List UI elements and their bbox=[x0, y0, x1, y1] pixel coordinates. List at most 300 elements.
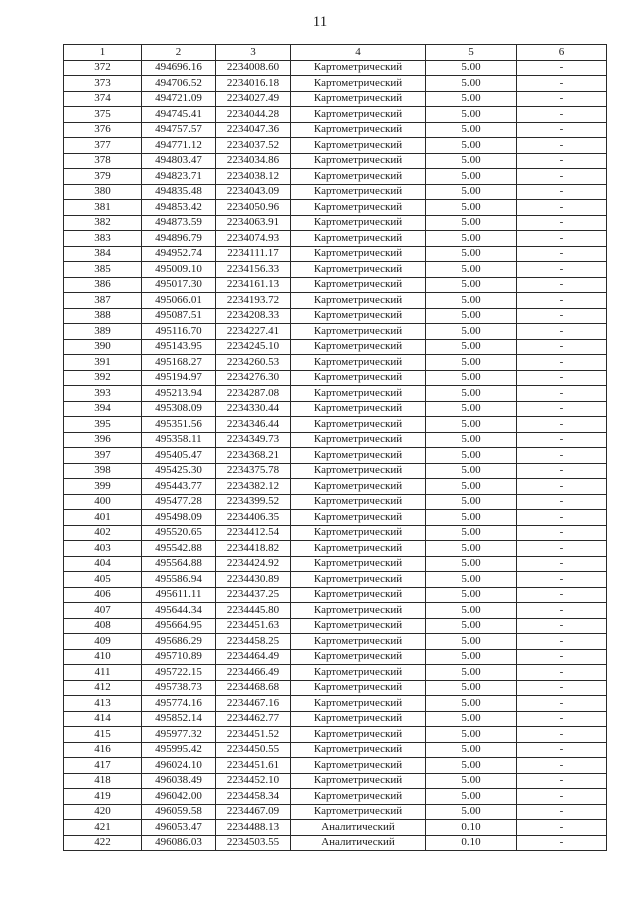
note-cell: - bbox=[517, 308, 607, 324]
note-cell: - bbox=[517, 184, 607, 200]
note-cell: - bbox=[517, 789, 607, 805]
x-coordinate-cell: 495425.30 bbox=[142, 463, 216, 479]
method-cell: Картометрический bbox=[291, 277, 426, 293]
x-coordinate-cell: 494873.59 bbox=[142, 215, 216, 231]
accuracy-cell: 5.00 bbox=[426, 525, 517, 541]
y-coordinate-cell: 2234043.09 bbox=[216, 184, 291, 200]
y-coordinate-cell: 2234044.28 bbox=[216, 107, 291, 123]
column-header-2: 2 bbox=[142, 45, 216, 61]
method-cell: Картометрический bbox=[291, 246, 426, 262]
y-coordinate-cell: 2234466.49 bbox=[216, 665, 291, 681]
method-cell: Картометрический bbox=[291, 432, 426, 448]
note-cell: - bbox=[517, 138, 607, 154]
method-cell: Картометрический bbox=[291, 463, 426, 479]
note-cell: - bbox=[517, 479, 607, 495]
y-coordinate-cell: 2234047.36 bbox=[216, 122, 291, 138]
method-cell: Картометрический bbox=[291, 370, 426, 386]
method-cell: Картометрический bbox=[291, 293, 426, 309]
method-cell: Картометрический bbox=[291, 231, 426, 247]
x-coordinate-cell: 495087.51 bbox=[142, 308, 216, 324]
point-number-cell: 375 bbox=[64, 107, 142, 123]
accuracy-cell: 5.00 bbox=[426, 665, 517, 681]
point-number-cell: 407 bbox=[64, 603, 142, 619]
accuracy-cell: 5.00 bbox=[426, 758, 517, 774]
table-row bbox=[64, 122, 607, 138]
y-coordinate-cell: 2234161.13 bbox=[216, 277, 291, 293]
method-cell: Картометрический bbox=[291, 184, 426, 200]
method-cell: Картометрический bbox=[291, 448, 426, 464]
x-coordinate-cell: 495520.65 bbox=[142, 525, 216, 541]
method-cell: Картометрический bbox=[291, 417, 426, 433]
x-coordinate-cell: 495168.27 bbox=[142, 355, 216, 371]
x-coordinate-cell: 495405.47 bbox=[142, 448, 216, 464]
note-cell: - bbox=[517, 231, 607, 247]
point-number-cell: 408 bbox=[64, 618, 142, 634]
table-row bbox=[64, 231, 607, 247]
point-number-cell: 410 bbox=[64, 649, 142, 665]
note-cell: - bbox=[517, 432, 607, 448]
accuracy-cell: 5.00 bbox=[426, 587, 517, 603]
note-cell: - bbox=[517, 200, 607, 216]
note-cell: - bbox=[517, 556, 607, 572]
point-number-cell: 395 bbox=[64, 417, 142, 433]
method-cell: Картометрический bbox=[291, 494, 426, 510]
table-row bbox=[64, 463, 607, 479]
point-number-cell: 392 bbox=[64, 370, 142, 386]
point-number-cell: 401 bbox=[64, 510, 142, 526]
table-row bbox=[64, 91, 607, 107]
y-coordinate-cell: 2234193.72 bbox=[216, 293, 291, 309]
method-cell: Аналитический bbox=[291, 820, 426, 836]
table-row bbox=[64, 479, 607, 495]
point-number-cell: 415 bbox=[64, 727, 142, 743]
accuracy-cell: 5.00 bbox=[426, 370, 517, 386]
y-coordinate-cell: 2234467.16 bbox=[216, 696, 291, 712]
x-coordinate-cell: 496086.03 bbox=[142, 835, 216, 851]
page-number: 11 bbox=[312, 14, 328, 30]
note-cell: - bbox=[517, 386, 607, 402]
x-coordinate-cell: 495308.09 bbox=[142, 401, 216, 417]
point-number-cell: 383 bbox=[64, 231, 142, 247]
accuracy-cell: 5.00 bbox=[426, 479, 517, 495]
table-row bbox=[64, 541, 607, 557]
y-coordinate-cell: 2234418.82 bbox=[216, 541, 291, 557]
accuracy-cell: 0.10 bbox=[426, 835, 517, 851]
accuracy-cell: 5.00 bbox=[426, 510, 517, 526]
note-cell: - bbox=[517, 246, 607, 262]
y-coordinate-cell: 2234050.96 bbox=[216, 200, 291, 216]
point-number-cell: 411 bbox=[64, 665, 142, 681]
x-coordinate-cell: 494757.57 bbox=[142, 122, 216, 138]
x-coordinate-cell: 495498.09 bbox=[142, 510, 216, 526]
point-number-cell: 402 bbox=[64, 525, 142, 541]
x-coordinate-cell: 495738.73 bbox=[142, 680, 216, 696]
note-cell: - bbox=[517, 742, 607, 758]
accuracy-cell: 5.00 bbox=[426, 169, 517, 185]
point-number-cell: 399 bbox=[64, 479, 142, 495]
y-coordinate-cell: 2234074.93 bbox=[216, 231, 291, 247]
x-coordinate-cell: 495564.88 bbox=[142, 556, 216, 572]
note-cell: - bbox=[517, 804, 607, 820]
point-number-cell: 374 bbox=[64, 91, 142, 107]
table-row bbox=[64, 386, 607, 402]
note-cell: - bbox=[517, 665, 607, 681]
y-coordinate-cell: 2234063.91 bbox=[216, 215, 291, 231]
table-row bbox=[64, 401, 607, 417]
point-number-cell: 386 bbox=[64, 277, 142, 293]
table-row bbox=[64, 696, 607, 712]
point-number-cell: 397 bbox=[64, 448, 142, 464]
method-cell: Картометрический bbox=[291, 603, 426, 619]
note-cell: - bbox=[517, 820, 607, 836]
note-cell: - bbox=[517, 525, 607, 541]
x-coordinate-cell: 494771.12 bbox=[142, 138, 216, 154]
note-cell: - bbox=[517, 122, 607, 138]
table-body bbox=[64, 60, 607, 851]
note-cell: - bbox=[517, 835, 607, 851]
table-row bbox=[64, 649, 607, 665]
method-cell: Картометрический bbox=[291, 618, 426, 634]
table-row bbox=[64, 184, 607, 200]
y-coordinate-cell: 2234412.54 bbox=[216, 525, 291, 541]
accuracy-cell: 5.00 bbox=[426, 246, 517, 262]
method-cell: Картометрический bbox=[291, 727, 426, 743]
table-row bbox=[64, 262, 607, 278]
x-coordinate-cell: 495722.15 bbox=[142, 665, 216, 681]
x-coordinate-cell: 495143.95 bbox=[142, 339, 216, 355]
y-coordinate-cell: 2234468.68 bbox=[216, 680, 291, 696]
point-number-cell: 373 bbox=[64, 76, 142, 92]
y-coordinate-cell: 2234462.77 bbox=[216, 711, 291, 727]
table-row bbox=[64, 835, 607, 851]
accuracy-cell: 5.00 bbox=[426, 773, 517, 789]
point-number-cell: 387 bbox=[64, 293, 142, 309]
accuracy-cell: 5.00 bbox=[426, 76, 517, 92]
x-coordinate-cell: 494853.42 bbox=[142, 200, 216, 216]
accuracy-cell: 5.00 bbox=[426, 308, 517, 324]
method-cell: Картометрический bbox=[291, 401, 426, 417]
x-coordinate-cell: 495443.77 bbox=[142, 479, 216, 495]
accuracy-cell: 0.10 bbox=[426, 820, 517, 836]
y-coordinate-cell: 2234027.49 bbox=[216, 91, 291, 107]
point-number-cell: 372 bbox=[64, 60, 142, 76]
method-cell: Картометрический bbox=[291, 262, 426, 278]
point-number-cell: 393 bbox=[64, 386, 142, 402]
point-number-cell: 381 bbox=[64, 200, 142, 216]
method-cell: Картометрический bbox=[291, 76, 426, 92]
method-cell: Аналитический bbox=[291, 835, 426, 851]
accuracy-cell: 5.00 bbox=[426, 696, 517, 712]
accuracy-cell: 5.00 bbox=[426, 60, 517, 76]
note-cell: - bbox=[517, 76, 607, 92]
note-cell: - bbox=[517, 634, 607, 650]
point-number-cell: 403 bbox=[64, 541, 142, 557]
y-coordinate-cell: 2234008.60 bbox=[216, 60, 291, 76]
point-number-cell: 412 bbox=[64, 680, 142, 696]
note-cell: - bbox=[517, 169, 607, 185]
accuracy-cell: 5.00 bbox=[426, 215, 517, 231]
y-coordinate-cell: 2234430.89 bbox=[216, 572, 291, 588]
accuracy-cell: 5.00 bbox=[426, 603, 517, 619]
accuracy-cell: 5.00 bbox=[426, 572, 517, 588]
point-number-cell: 379 bbox=[64, 169, 142, 185]
accuracy-cell: 5.00 bbox=[426, 634, 517, 650]
table-row bbox=[64, 60, 607, 76]
table-row bbox=[64, 200, 607, 216]
table-row bbox=[64, 153, 607, 169]
column-header-4: 4 bbox=[291, 45, 426, 61]
accuracy-cell: 5.00 bbox=[426, 184, 517, 200]
method-cell: Картометрический bbox=[291, 649, 426, 665]
point-number-cell: 405 bbox=[64, 572, 142, 588]
table-row bbox=[64, 308, 607, 324]
accuracy-cell: 5.00 bbox=[426, 649, 517, 665]
table-row bbox=[64, 556, 607, 572]
accuracy-cell: 5.00 bbox=[426, 463, 517, 479]
y-coordinate-cell: 2234038.12 bbox=[216, 169, 291, 185]
method-cell: Картометрический bbox=[291, 789, 426, 805]
table-row bbox=[64, 277, 607, 293]
point-number-cell: 376 bbox=[64, 122, 142, 138]
y-coordinate-cell: 2234260.53 bbox=[216, 355, 291, 371]
point-number-cell: 419 bbox=[64, 789, 142, 805]
accuracy-cell: 5.00 bbox=[426, 804, 517, 820]
x-coordinate-cell: 495611.11 bbox=[142, 587, 216, 603]
point-number-cell: 406 bbox=[64, 587, 142, 603]
x-coordinate-cell: 495358.11 bbox=[142, 432, 216, 448]
accuracy-cell: 5.00 bbox=[426, 494, 517, 510]
accuracy-cell: 5.00 bbox=[426, 262, 517, 278]
note-cell: - bbox=[517, 417, 607, 433]
note-cell: - bbox=[517, 463, 607, 479]
method-cell: Картометрический bbox=[291, 355, 426, 371]
note-cell: - bbox=[517, 277, 607, 293]
method-cell: Картометрический bbox=[291, 541, 426, 557]
x-coordinate-cell: 495686.29 bbox=[142, 634, 216, 650]
y-coordinate-cell: 2234458.25 bbox=[216, 634, 291, 650]
x-coordinate-cell: 495586.94 bbox=[142, 572, 216, 588]
note-cell: - bbox=[517, 510, 607, 526]
point-number-cell: 378 bbox=[64, 153, 142, 169]
y-coordinate-cell: 2234034.86 bbox=[216, 153, 291, 169]
method-cell: Картометрический bbox=[291, 556, 426, 572]
accuracy-cell: 5.00 bbox=[426, 324, 517, 340]
y-coordinate-cell: 2234016.18 bbox=[216, 76, 291, 92]
table-row bbox=[64, 742, 607, 758]
table-row bbox=[64, 432, 607, 448]
x-coordinate-cell: 495664.95 bbox=[142, 618, 216, 634]
accuracy-cell: 5.00 bbox=[426, 417, 517, 433]
method-cell: Картометрический bbox=[291, 773, 426, 789]
accuracy-cell: 5.00 bbox=[426, 401, 517, 417]
x-coordinate-cell: 495644.34 bbox=[142, 603, 216, 619]
y-coordinate-cell: 2234488.13 bbox=[216, 820, 291, 836]
point-number-cell: 414 bbox=[64, 711, 142, 727]
x-coordinate-cell: 496053.47 bbox=[142, 820, 216, 836]
point-number-cell: 384 bbox=[64, 246, 142, 262]
y-coordinate-cell: 2234399.52 bbox=[216, 494, 291, 510]
table-row bbox=[64, 634, 607, 650]
point-number-cell: 422 bbox=[64, 835, 142, 851]
note-cell: - bbox=[517, 401, 607, 417]
accuracy-cell: 5.00 bbox=[426, 107, 517, 123]
point-number-cell: 396 bbox=[64, 432, 142, 448]
point-number-cell: 394 bbox=[64, 401, 142, 417]
table-row bbox=[64, 618, 607, 634]
note-cell: - bbox=[517, 618, 607, 634]
method-cell: Картометрический bbox=[291, 386, 426, 402]
table-row bbox=[64, 107, 607, 123]
y-coordinate-cell: 2234424.92 bbox=[216, 556, 291, 572]
table-row bbox=[64, 76, 607, 92]
column-header-5: 5 bbox=[426, 45, 517, 61]
method-cell: Картометрический bbox=[291, 510, 426, 526]
table-row bbox=[64, 680, 607, 696]
x-coordinate-cell: 494896.79 bbox=[142, 231, 216, 247]
point-number-cell: 391 bbox=[64, 355, 142, 371]
note-cell: - bbox=[517, 370, 607, 386]
note-cell: - bbox=[517, 494, 607, 510]
accuracy-cell: 5.00 bbox=[426, 355, 517, 371]
accuracy-cell: 5.00 bbox=[426, 727, 517, 743]
note-cell: - bbox=[517, 60, 607, 76]
x-coordinate-cell: 495774.16 bbox=[142, 696, 216, 712]
point-number-cell: 416 bbox=[64, 742, 142, 758]
note-cell: - bbox=[517, 773, 607, 789]
y-coordinate-cell: 2234037.52 bbox=[216, 138, 291, 154]
y-coordinate-cell: 2234503.55 bbox=[216, 835, 291, 851]
point-number-cell: 404 bbox=[64, 556, 142, 572]
point-number-cell: 377 bbox=[64, 138, 142, 154]
note-cell: - bbox=[517, 696, 607, 712]
note-cell: - bbox=[517, 711, 607, 727]
point-number-cell: 389 bbox=[64, 324, 142, 340]
method-cell: Картометрический bbox=[291, 60, 426, 76]
accuracy-cell: 5.00 bbox=[426, 789, 517, 805]
y-coordinate-cell: 2234445.80 bbox=[216, 603, 291, 619]
note-cell: - bbox=[517, 324, 607, 340]
point-number-cell: 398 bbox=[64, 463, 142, 479]
x-coordinate-cell: 494745.41 bbox=[142, 107, 216, 123]
method-cell: Картометрический bbox=[291, 308, 426, 324]
table-row bbox=[64, 727, 607, 743]
note-cell: - bbox=[517, 448, 607, 464]
point-number-cell: 418 bbox=[64, 773, 142, 789]
x-coordinate-cell: 495017.30 bbox=[142, 277, 216, 293]
table-row bbox=[64, 246, 607, 262]
x-coordinate-cell: 495351.56 bbox=[142, 417, 216, 433]
x-coordinate-cell: 495995.42 bbox=[142, 742, 216, 758]
method-cell: Картометрический bbox=[291, 665, 426, 681]
accuracy-cell: 5.00 bbox=[426, 680, 517, 696]
table-row bbox=[64, 448, 607, 464]
accuracy-cell: 5.00 bbox=[426, 122, 517, 138]
point-number-cell: 388 bbox=[64, 308, 142, 324]
note-cell: - bbox=[517, 603, 607, 619]
note-cell: - bbox=[517, 91, 607, 107]
column-header-6: 6 bbox=[517, 45, 607, 61]
method-cell: Картометрический bbox=[291, 138, 426, 154]
coordinates-table bbox=[63, 44, 607, 851]
y-coordinate-cell: 2234467.09 bbox=[216, 804, 291, 820]
y-coordinate-cell: 2234464.49 bbox=[216, 649, 291, 665]
note-cell: - bbox=[517, 758, 607, 774]
point-number-cell: 390 bbox=[64, 339, 142, 355]
method-cell: Картометрический bbox=[291, 107, 426, 123]
y-coordinate-cell: 2234287.08 bbox=[216, 386, 291, 402]
point-number-cell: 382 bbox=[64, 215, 142, 231]
y-coordinate-cell: 2234451.61 bbox=[216, 758, 291, 774]
x-coordinate-cell: 495477.28 bbox=[142, 494, 216, 510]
accuracy-cell: 5.00 bbox=[426, 277, 517, 293]
table-row bbox=[64, 293, 607, 309]
x-coordinate-cell: 494835.48 bbox=[142, 184, 216, 200]
x-coordinate-cell: 494952.74 bbox=[142, 246, 216, 262]
x-coordinate-cell: 496038.49 bbox=[142, 773, 216, 789]
point-number-cell: 420 bbox=[64, 804, 142, 820]
accuracy-cell: 5.00 bbox=[426, 200, 517, 216]
y-coordinate-cell: 2234375.78 bbox=[216, 463, 291, 479]
table-row bbox=[64, 804, 607, 820]
column-header-1: 1 bbox=[64, 45, 142, 61]
note-cell: - bbox=[517, 649, 607, 665]
note-cell: - bbox=[517, 107, 607, 123]
table-row bbox=[64, 494, 607, 510]
y-coordinate-cell: 2234276.30 bbox=[216, 370, 291, 386]
table-row bbox=[64, 169, 607, 185]
y-coordinate-cell: 2234458.34 bbox=[216, 789, 291, 805]
x-coordinate-cell: 495009.10 bbox=[142, 262, 216, 278]
table-row bbox=[64, 339, 607, 355]
x-coordinate-cell: 495977.32 bbox=[142, 727, 216, 743]
x-coordinate-cell: 496059.58 bbox=[142, 804, 216, 820]
accuracy-cell: 5.00 bbox=[426, 432, 517, 448]
method-cell: Картометрический bbox=[291, 680, 426, 696]
table-header bbox=[64, 45, 607, 61]
y-coordinate-cell: 2234382.12 bbox=[216, 479, 291, 495]
accuracy-cell: 5.00 bbox=[426, 448, 517, 464]
point-number-cell: 380 bbox=[64, 184, 142, 200]
method-cell: Картометрический bbox=[291, 572, 426, 588]
note-cell: - bbox=[517, 587, 607, 603]
accuracy-cell: 5.00 bbox=[426, 231, 517, 247]
note-cell: - bbox=[517, 680, 607, 696]
point-number-cell: 413 bbox=[64, 696, 142, 712]
y-coordinate-cell: 2234227.41 bbox=[216, 324, 291, 340]
note-cell: - bbox=[517, 339, 607, 355]
table-row bbox=[64, 138, 607, 154]
x-coordinate-cell: 495852.14 bbox=[142, 711, 216, 727]
x-coordinate-cell: 494706.52 bbox=[142, 76, 216, 92]
y-coordinate-cell: 2234346.44 bbox=[216, 417, 291, 433]
column-header-3: 3 bbox=[216, 45, 291, 61]
note-cell: - bbox=[517, 355, 607, 371]
point-number-cell: 385 bbox=[64, 262, 142, 278]
point-number-cell: 421 bbox=[64, 820, 142, 836]
method-cell: Картометрический bbox=[291, 742, 426, 758]
method-cell: Картометрический bbox=[291, 696, 426, 712]
y-coordinate-cell: 2234451.63 bbox=[216, 618, 291, 634]
table-row bbox=[64, 789, 607, 805]
x-coordinate-cell: 495194.97 bbox=[142, 370, 216, 386]
method-cell: Картометрический bbox=[291, 153, 426, 169]
table-row bbox=[64, 355, 607, 371]
table-row bbox=[64, 603, 607, 619]
y-coordinate-cell: 2234245.10 bbox=[216, 339, 291, 355]
table-row bbox=[64, 820, 607, 836]
x-coordinate-cell: 494721.09 bbox=[142, 91, 216, 107]
header-row bbox=[64, 45, 607, 61]
